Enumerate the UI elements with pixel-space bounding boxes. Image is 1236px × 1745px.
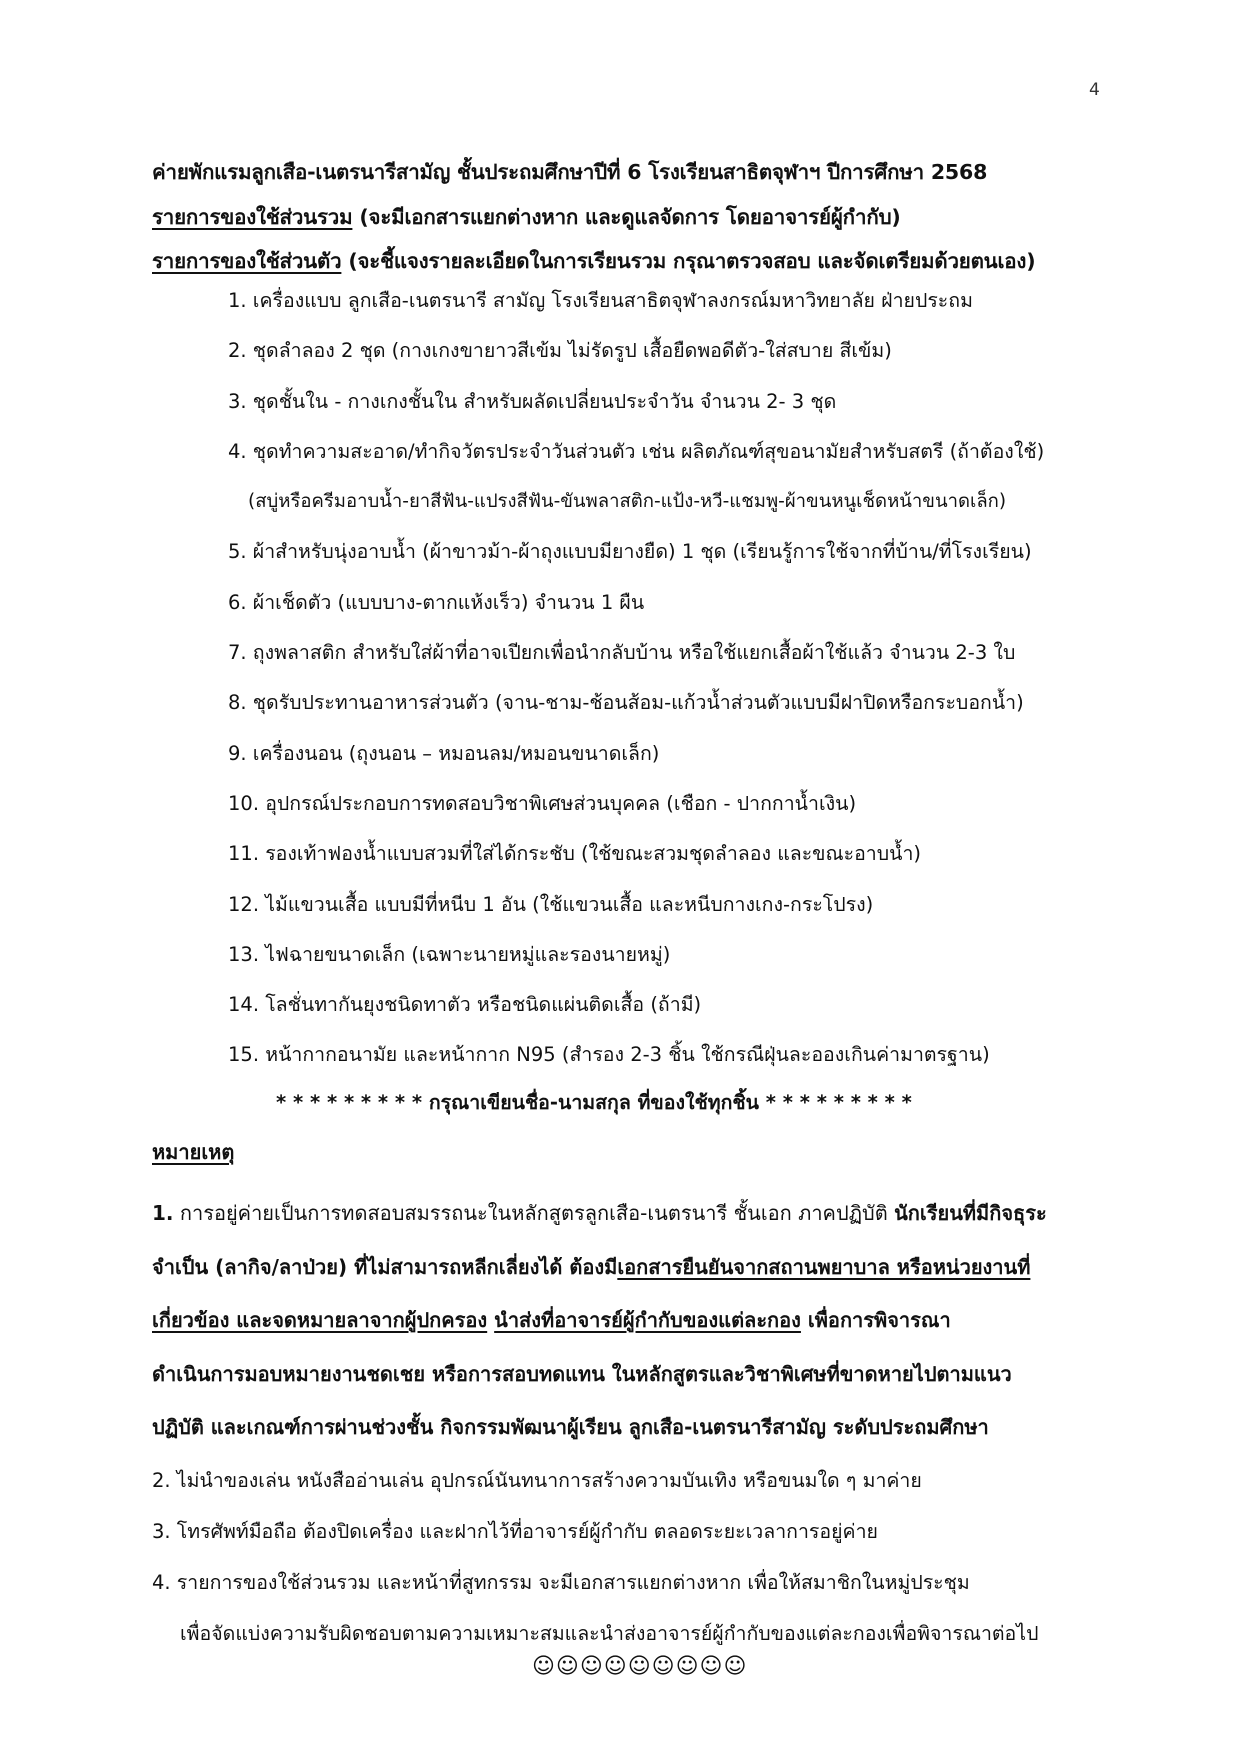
common-items-note: (จะมีเอกสารแยกต่างหาก และดูแลจัดการ โดยอาจารย์ผู้กำกับ) [352, 205, 901, 229]
note-1-line-5: ปฏิบัติ และเกณฑ์การผ่านช่วงชั้น กิจกรรมพัฒนาผู้เรียน ลูกเสือ-เนตรนารีสามัญ ระดับประถมศึกษา [152, 1415, 989, 1439]
common-items-line [152, 201, 901, 234]
list-item: 12. ไม้แขวนเสื้อ แบบมีที่หนีบ 1 อัน (ใช้แขวนเสื้อ และหนีบกางเกง-กระโปรง) [228, 892, 874, 916]
list-item: 8. ชุดรับประทานอาหารส่วนตัว (จาน-ชาม-ช้อนส้อม-แก้วน้ำส่วนตัวแบบมีฝาปิดหรือกระบอกน้ำ) [228, 691, 1024, 715]
list-item: 7. ถุงพลาสติก สำหรับใส่ผ้าที่อาจเปียกเพื่อนำกลับบ้าน หรือใช้แยกเสื้อผ้าใช้แล้ว จำนวน 2-3 ใบ [228, 641, 1016, 665]
page-number: 4 [1089, 80, 1100, 100]
document-title: ค่ายพักแรมลูกเสือ-เนตรนารีสามัญ ชั้นประถมศึกษาปีที่ 6 โรงเรียนสาธิตจุฬาฯ ปีการศึกษา 2568 [152, 160, 988, 184]
note-underlined: เกี่ยวข้อง และจดหมายลาจากผู้ปกครอง [152, 1308, 488, 1332]
list-item: 14. โลชั่นทากันยุงชนิดทาตัว หรือชนิดแผ่นติดเสื้อ (ถ้ามี) [228, 993, 702, 1017]
list-item: 9. เครื่องนอน (ถุงนอน – หมอนลม/หมอนขนาดเล็ก) [228, 741, 660, 765]
notes-section [152, 1187, 1100, 1659]
note-underlined: นำส่งที่อาจารย์ผู้กำกับของแต่ละกอง [494, 1308, 801, 1332]
note-4-line-1: 4. รายการของใช้ส่วนรวม และหน้าที่สูทกรรม จะมีเอกสารแยกต่างหาก เพื่อให้สมาชิกในหมู่ประชุม [152, 1570, 970, 1594]
list-item: 4. ชุดทำความสะอาด/ทำกิจวัตรประจำวันส่วนตัว เช่น ผลิตภัณฑ์สุขอนามัยสำหรับสตรี (ถ้าต้องใช้) [228, 439, 1045, 463]
note-text: จำเป็น (ลากิจ/ลาป่วย) ที่ไม่สามารถหลีกเลี่ยงได้ ต้องมี [152, 1254, 618, 1279]
personal-items-line [152, 245, 1035, 278]
list-item: 3. ชุดชั้นใน - กางเกงชั้นใน สำหรับผลัดเปลี่ยนประจำวัน จำนวน 2- 3 ชุด [228, 389, 837, 413]
note-1-line-1 [152, 1187, 1100, 1241]
notes-title: หมายเหตุ [152, 1140, 235, 1164]
note-emphasis: นักเรียนที่มีกิจธุระ [894, 1201, 1047, 1225]
list-item: 11. รองเท้าฟองน้ำแบบสวมที่ใส่ได้กระชับ (ใช้ขณะสวมชุดลำลอง และขณะอาบน้ำ) [228, 842, 922, 866]
note-text: เพื่อการพิจารณา [800, 1308, 951, 1332]
note-underlined: เอกสารยืนยันจากสถานพยาบาล หรือหน่วยงานที่ [617, 1254, 1031, 1279]
personal-items-label: รายการของใช้ส่วนตัว [152, 249, 342, 273]
smiley-icon-row: ☺☺☺☺☺☺☺☺☺ [532, 1654, 748, 1679]
list-item: 6. ผ้าเช็ดตัว (แบบบาง-ตากแห้งเร็ว) จำนวน 1 ผืน [228, 590, 645, 614]
list-item: 15. หน้ากากอนามัย และหน้ากาก N95 (สำรอง 2-3 ชิ้น ใช้กรณีฝุ่นละอองเกินค่ามาตรฐาน) [228, 1043, 990, 1067]
personal-items-list [228, 284, 1044, 1089]
list-item: 10. อุปกรณ์ประกอบการทดสอบวิชาพิเศษส่วนบุคคล (เชือก - ปากกาน้ำเงิน) [228, 791, 857, 815]
note-1-line-2 [152, 1241, 1100, 1295]
personal-items-note: (จะชี้แจงรายละเอียดในการเรียนรวม กรุณาตรวจสอบ และจัดเตรียมด้วยตนเอง) [341, 249, 1036, 273]
list-item: 13. ไฟฉายขนาดเล็ก (เฉพาะนายหมู่และรองนายหมู่) [228, 942, 671, 966]
list-item: 2. ชุดลำลอง 2 ชุด (กางเกงขายาวสีเข้ม ไม่รัดรูป เสื้อยืดพอดีตัว-ใส่สบาย สีเข้ม) [228, 339, 892, 363]
common-items-label: รายการของใช้ส่วนรวม [152, 205, 353, 229]
list-item: 5. ผ้าสำหรับนุ่งอาบน้ำ (ผ้าขาวม้า-ผ้าถุงแบบมียางยืด) 1 ชุด (เรียนรู้การใช้จากที่บ้าน/ที่โรงเรียน) [228, 540, 1032, 564]
note-4-line-2: เพื่อจัดแบ่งความรับผิดชอบตามความเหมาะสมและนำส่งอาจารย์ผู้กำกับของแต่ละกองเพื่อพิจารณาต่อไป [180, 1621, 1039, 1645]
name-reminder-line: * * * * * * * * * กรุณาเขียนชื่อ-นามสกุล ที่ของใช้ทุกชิ้น * * * * * * * * * [276, 1091, 912, 1114]
note-text: การอยู่ค่ายเป็นการทดสอบสมรรถนะในหลักสูตรลูกเสือ-เนตรนารี ชั้นเอก ภาคปฏิบัติ [173, 1201, 895, 1225]
note-3: 3. โทรศัพท์มือถือ ต้องปิดเครื่อง และฝากไว้ที่อาจารย์ผู้กำกับ ตลอดระยะเวลาการอยู่ค่าย [152, 1519, 878, 1543]
note-1-line-4: ดำเนินการมอบหมายงานชดเชย หรือการสอบทดแทน ในหลักสูตรและวิชาพิเศษที่ขาดหายไปตามแนว [152, 1361, 1012, 1386]
note-1-line-3 [152, 1294, 1100, 1348]
note-2: 2. ไม่นำของเล่น หนังสืออ่านเล่น อุปกรณ์นันทนาการสร้างความบันเทิง หรือขนมใด ๆ มาค่าย [152, 1468, 922, 1492]
note-number: 1. [152, 1201, 174, 1225]
list-item: 1. เครื่องแบบ ลูกเสือ-เนตรนารี สามัญ โรงเรียนสาธิตจุฬาลงกรณ์มหาวิทยาลัย ฝ่ายประถม [228, 289, 973, 312]
list-item-detail: (สบู่หรือครีมอาบน้ำ-ยาสีฟัน-แปรงสีฟัน-ขันพลาสติก-แป้ง-หวี-แชมพู-ผ้าขนหนูเช็ดหน้าขนาดเล็ก) [248, 491, 1007, 513]
